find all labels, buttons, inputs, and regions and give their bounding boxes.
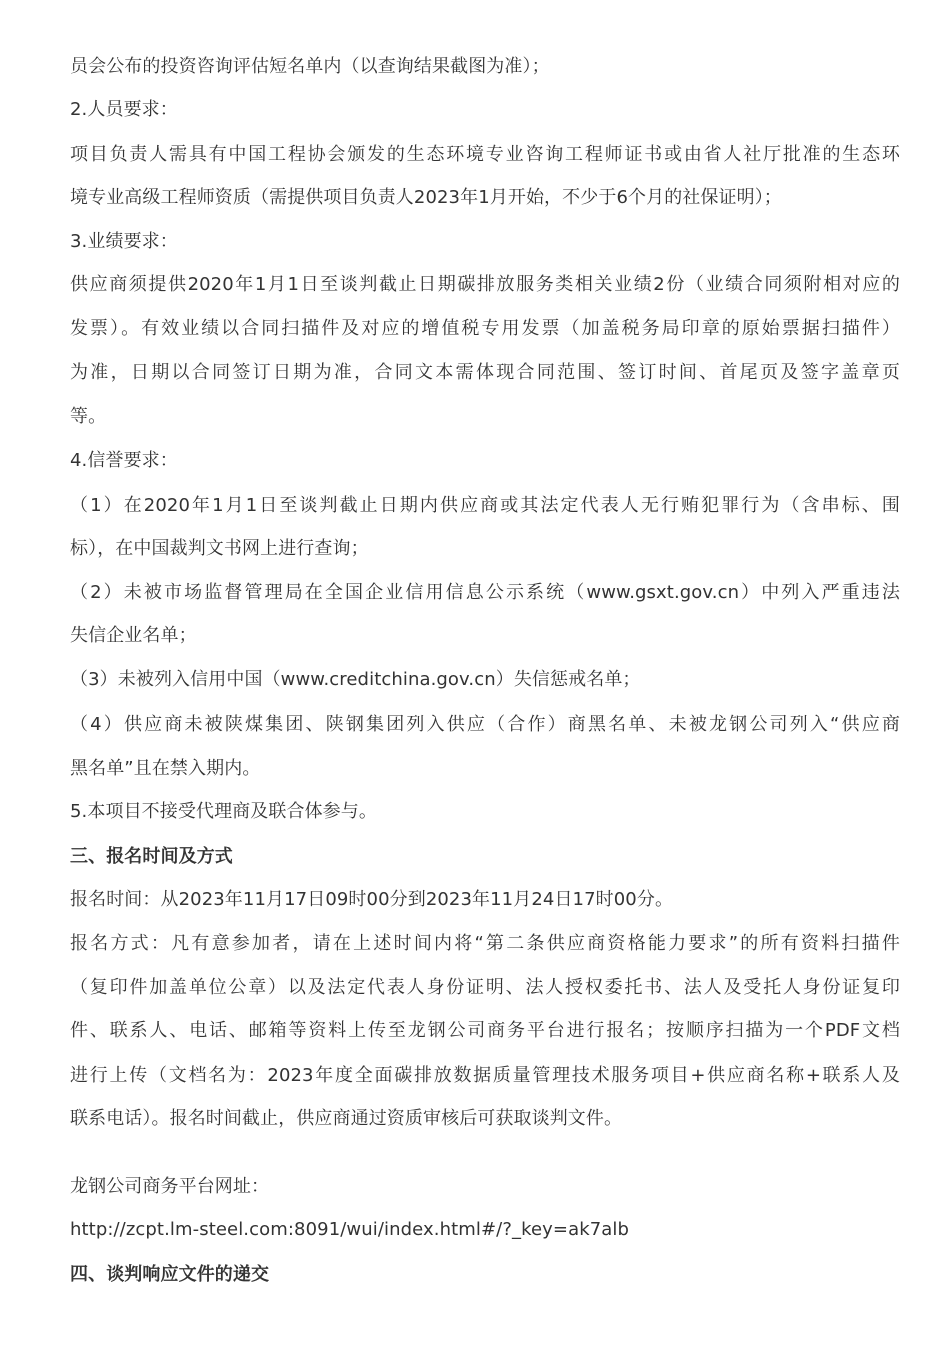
- text-line: （复印件加盖单位公章）以及法定代表人身份证明、法人授权委托书、法人及受托人身份证复印: [70, 977, 900, 998]
- text-line: 龙钢公司商务平台网址：: [70, 1176, 270, 1197]
- text-line: 进行上传（文档名为：2023年度全面碳排放数据质量管理技术服务项目+供应商名称+联系人及: [70, 1065, 900, 1086]
- text-line: 项目负责人需具有中国工程协会颁发的生态环境专业咨询工程师证书或由省人社厅批准的生态环: [70, 144, 900, 165]
- section-heading: 四、谈判响应文件的递交: [70, 1264, 270, 1285]
- text-line: 报名时间：从2023年11月17日09时00分到2023年11月24日17时00分。: [70, 889, 674, 910]
- text-line: 联系电话）。报名时间截止，供应商通过资质审核后可获取谈判文件。: [70, 1108, 623, 1129]
- text-line: 4.信誉要求：: [70, 450, 178, 471]
- text-line: 等。: [70, 406, 107, 427]
- text-line: （4）供应商未被陕煤集团、陕钢集团列入供应（合作）商黑名单、未被龙钢公司列入“供应商: [70, 714, 900, 735]
- text-line: 3.业绩要求：: [70, 231, 178, 252]
- text-line: （3）未被列入信用中国（www.creditchina.gov.cn）失信惩戒名单；: [70, 669, 641, 690]
- platform-url-link[interactable]: http://zcpt.lm-steel.com:8091/wui/index.html#/?_key=ak7alb: [70, 1219, 630, 1240]
- text-line: 报名方式：凡有意参加者，请在上述时间内将“第二条供应商资格能力要求”的所有资料扫描件: [70, 933, 900, 954]
- text-line: 为准，日期以合同签订日期为准，合同文本需体现合同范围、签订时间、首尾页及签字盖章页: [70, 362, 900, 383]
- text-line: （1）在2020年1月1日至谈判截止日期内供应商或其法定代表人无行贿犯罪行为（含串标、围: [70, 495, 900, 516]
- text-line: （2）未被市场监督管理局在全国企业信用信息公示系统（www.gsxt.gov.cn）中列入严重违法: [70, 582, 900, 603]
- section-heading: 三、报名时间及方式: [70, 846, 233, 867]
- text-line: 员会公布的投资咨询评估短名单内（以查询结果截图为准）；: [70, 56, 550, 77]
- text-line: 失信企业名单；: [70, 625, 197, 646]
- text-line: 标），在中国裁判文书网上进行查询；: [70, 538, 369, 559]
- text-line: 供应商须提供2020年1月1日至谈判截止日期碳排放服务类相关业绩2份（业绩合同须附相对应的: [70, 274, 900, 295]
- text-line: 2.人员要求：: [70, 99, 178, 120]
- text-line: 境专业高级工程师资质（需提供项目负责人2023年1月开始，不少于6个月的社保证明）；: [70, 187, 782, 208]
- text-line: 5.本项目不接受代理商及联合体参与。: [70, 801, 377, 822]
- text-line: 发票）。有效业绩以合同扫描件及对应的增值税专用发票（加盖税务局印章的原始票据扫描件）: [70, 318, 900, 339]
- text-line: 件、联系人、电话、邮箱等资料上传至龙钢公司商务平台进行报名；按顺序扫描为一个PDF文档: [70, 1020, 900, 1041]
- text-line: 黑名单”且在禁入期内。: [70, 758, 261, 779]
